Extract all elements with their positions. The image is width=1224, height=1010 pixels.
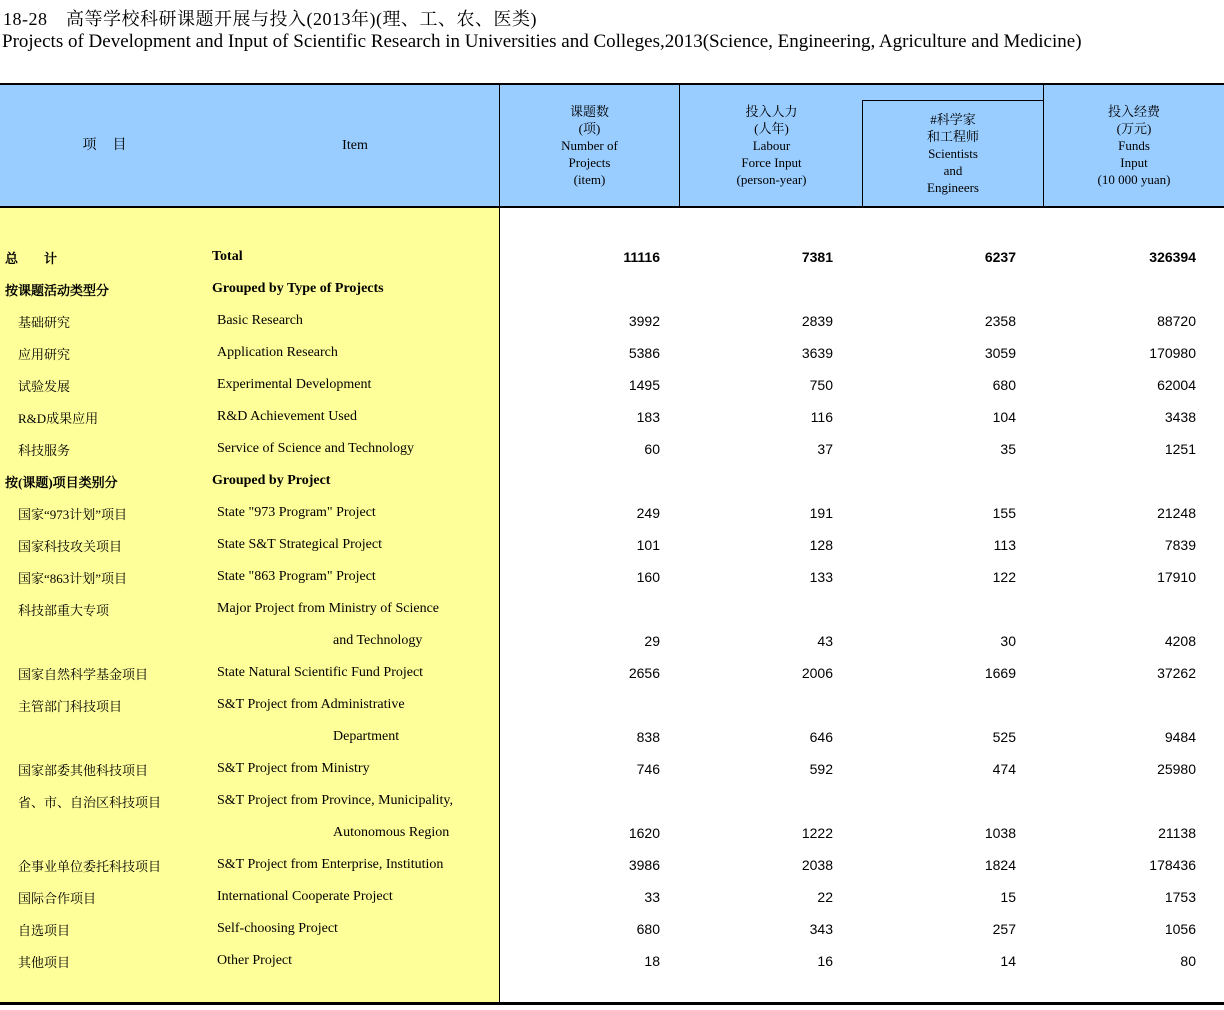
- table-header: [0, 85, 1224, 206]
- table-row: [0, 273, 1224, 305]
- header-line: Force Input: [741, 155, 802, 170]
- cell-number-of-projects: 183: [636, 409, 660, 425]
- row-label-en: Total: [212, 249, 243, 264]
- row-label-en: Major Project from Ministry of Science: [217, 601, 440, 616]
- cell-labour-force-input: 128: [809, 537, 833, 553]
- cell-funds-input: 1056: [1164, 921, 1196, 937]
- table-row: [0, 689, 1224, 721]
- row-label-en: S&T Project from Administrative: [217, 697, 405, 712]
- row-label-cn: 基础研究: [18, 314, 71, 330]
- cell-number-of-projects: 60: [644, 441, 660, 457]
- cell-scientists-engineers: 474: [992, 761, 1016, 777]
- row-label-cn: 国家部委其他科技项目: [18, 762, 149, 778]
- header-line: Labour: [752, 138, 791, 153]
- cell-labour-force-input: 343: [809, 921, 833, 937]
- cell-funds-input: 170980: [1149, 345, 1196, 361]
- row-label-en: State S&T Strategical Project: [217, 537, 382, 552]
- cell-funds-input: 1753: [1164, 889, 1196, 905]
- cell-scientists-engineers: 1038: [984, 825, 1016, 841]
- row-label-cn: 按(课题)项目类别分: [5, 474, 118, 490]
- cell-labour-force-input: 37: [817, 441, 833, 457]
- cell-labour-force-input: 1222: [801, 825, 833, 841]
- cell-scientists-engineers: 30: [1000, 633, 1016, 649]
- cell-labour-force-input: 646: [809, 729, 833, 745]
- row-label-cn: 省、市、自治区科技项目: [18, 794, 162, 810]
- row-label-cn: 企事业单位委托科技项目: [18, 858, 162, 874]
- cell-number-of-projects: 746: [636, 761, 660, 777]
- cell-number-of-projects: 5386: [628, 345, 660, 361]
- cell-funds-input: 4208: [1164, 633, 1196, 649]
- table-row: [0, 497, 1224, 529]
- row-label-en: State "973 Program" Project: [217, 505, 376, 520]
- header-line: 和工程师: [926, 129, 979, 144]
- cell-number-of-projects: 18: [644, 953, 660, 969]
- cell-labour-force-input: 3639: [801, 345, 833, 361]
- row-label-cn: 国际合作项目: [18, 890, 97, 906]
- row-label-en: S&T Project from Ministry: [217, 761, 370, 776]
- cell-scientists-engineers: 525: [992, 729, 1016, 745]
- row-label-en: R&D Achievement Used: [217, 409, 357, 424]
- cell-number-of-projects: 680: [636, 921, 660, 937]
- row-label-en: Grouped by Project: [212, 473, 331, 488]
- cell-funds-input: 25980: [1157, 761, 1196, 777]
- row-label-cn: 国家自然科学基金项目: [18, 666, 149, 682]
- row-label-cn: 总 计: [5, 250, 58, 266]
- row-label-en: and Technology: [333, 633, 423, 648]
- cell-scientists-engineers: 1824: [984, 857, 1016, 873]
- cell-labour-force-input: 592: [809, 761, 833, 777]
- row-label-en: Department: [333, 729, 400, 744]
- header-cell-number-of-projects: [500, 85, 680, 206]
- row-label-cn: 应用研究: [18, 346, 71, 362]
- cell-funds-input: 21248: [1157, 505, 1196, 521]
- cell-number-of-projects: 33: [644, 889, 660, 905]
- cell-scientists-engineers: 6237: [984, 249, 1016, 265]
- header-line: and: [943, 163, 963, 178]
- row-label-cn: 国家“973计划”项目: [18, 506, 128, 522]
- row-label-en: Grouped by Type of Projects: [212, 281, 384, 296]
- cell-labour-force-input: 2006: [801, 665, 833, 681]
- cell-labour-force-input: 2839: [801, 313, 833, 329]
- table-row: [0, 369, 1224, 401]
- page-title-en: Projects of Development and Input of Scientific Research in Universities and Colleges,2013(Science, Engineering, Agriculture and Medicine): [2, 31, 1082, 52]
- cell-scientists-engineers: 1669: [984, 665, 1016, 681]
- cell-funds-input: 88720: [1157, 313, 1196, 329]
- row-label-en: International Cooperate Project: [217, 889, 393, 904]
- cell-number-of-projects: 101: [636, 537, 660, 553]
- row-label-cn: 自选项目: [18, 922, 71, 938]
- table-row: [0, 657, 1224, 689]
- row-label-en: State Natural Scientific Fund Project: [217, 665, 424, 680]
- row-label-en: Basic Research: [217, 313, 303, 328]
- cell-scientists-engineers: 35: [1000, 441, 1016, 457]
- page-title-cn: 18-28 高等学校科研课题开展与投入(2013年)(理、工、农、医类): [3, 9, 537, 29]
- cell-number-of-projects: 160: [636, 569, 660, 585]
- row-label-en: State "863 Program" Project: [217, 569, 376, 584]
- cell-scientists-engineers: 104: [992, 409, 1016, 425]
- header-item-cn: 项 目: [82, 138, 128, 153]
- table-body: [0, 208, 1224, 1002]
- cell-number-of-projects: 2656: [628, 665, 660, 681]
- table-row: [0, 881, 1224, 913]
- cell-funds-input: 37262: [1157, 665, 1196, 681]
- row-label-cn: 主管部门科技项目: [18, 698, 123, 714]
- cell-labour-force-input: 16: [817, 953, 833, 969]
- table-row: [0, 753, 1224, 785]
- header-line: Funds: [1118, 138, 1150, 153]
- cell-scientists-engineers: 680: [992, 377, 1016, 393]
- row-label-cn: 按课题活动类型分: [5, 282, 110, 298]
- cell-scientists-engineers: 2358: [984, 313, 1016, 329]
- row-label-en: Experimental Development: [217, 377, 372, 392]
- cell-labour-force-input: 43: [817, 633, 833, 649]
- header-line: (person-year): [736, 172, 807, 187]
- table-row: [0, 465, 1224, 497]
- cell-number-of-projects: 3992: [628, 313, 660, 329]
- table-row: [0, 401, 1224, 433]
- header-line: 课题数: [569, 104, 609, 119]
- cell-funds-input: 7839: [1164, 537, 1196, 553]
- cell-number-of-projects: 11116: [623, 249, 660, 265]
- header-line: 投入经费: [1107, 104, 1160, 119]
- table-row: [0, 913, 1224, 945]
- cell-labour-force-input: 750: [809, 377, 833, 393]
- row-label-en: Self-choosing Project: [217, 921, 338, 936]
- header-cell-labour-force-input: [680, 85, 863, 206]
- cell-funds-input: 21138: [1158, 825, 1196, 841]
- cell-scientists-engineers: 15: [1000, 889, 1016, 905]
- row-label-cn: 其他项目: [18, 954, 71, 970]
- cell-scientists-engineers: 113: [993, 537, 1016, 553]
- cell-number-of-projects: 249: [636, 505, 660, 521]
- row-label-en: S&T Project from Enterprise, Institution: [217, 857, 444, 872]
- table-row: [0, 625, 1224, 657]
- table-rows: [0, 241, 1224, 977]
- cell-labour-force-input: 22: [817, 889, 833, 905]
- cell-scientists-engineers: 155: [992, 505, 1016, 521]
- table-row: [0, 945, 1224, 977]
- cell-scientists-engineers: 122: [992, 569, 1016, 585]
- header-line: (10 000 yuan): [1097, 172, 1171, 187]
- cell-labour-force-input: 133: [809, 569, 833, 585]
- table-row: [0, 785, 1224, 817]
- header-cell-item: [0, 85, 500, 206]
- row-label-cn: R&D成果应用: [18, 410, 99, 426]
- cell-number-of-projects: 838: [636, 729, 660, 745]
- header-cell-scientists-engineers: [862, 100, 1043, 206]
- cell-labour-force-input: 191: [809, 505, 833, 521]
- table-row: [0, 305, 1224, 337]
- cell-scientists-engineers: 3059: [984, 345, 1016, 361]
- table-row: [0, 241, 1224, 273]
- header-line: (项): [578, 121, 601, 136]
- row-label-cn: 科技服务: [18, 442, 71, 458]
- statistics-table: [0, 83, 1224, 1006]
- header-line: Number of: [561, 138, 618, 153]
- table-row: [0, 561, 1224, 593]
- row-label-cn: 科技部重大专项: [18, 602, 110, 618]
- header-item-en: Item: [342, 138, 368, 153]
- row-label-en: Other Project: [217, 953, 293, 968]
- header-line: Engineers: [927, 180, 979, 195]
- cell-labour-force-input: 7381: [801, 249, 833, 265]
- table-row: [0, 529, 1224, 561]
- cell-funds-input: 9484: [1164, 729, 1196, 745]
- table-row: [0, 433, 1224, 465]
- table-row: [0, 849, 1224, 881]
- cell-number-of-projects: 29: [644, 633, 660, 649]
- cell-funds-input: 17910: [1157, 569, 1196, 585]
- row-label-cn: 国家科技攻关项目: [18, 538, 123, 554]
- header-line: Scientists: [928, 146, 978, 161]
- row-label-en: Autonomous Region: [333, 825, 450, 840]
- cell-funds-input: 3438: [1164, 409, 1196, 425]
- cell-funds-input: 80: [1180, 953, 1196, 969]
- table-row: [0, 721, 1224, 753]
- table-row: [0, 337, 1224, 369]
- cell-funds-input: 178436: [1149, 857, 1196, 873]
- row-label-en: S&T Project from Province, Municipality,: [217, 793, 454, 808]
- header-cell-funds-input: [1043, 85, 1224, 206]
- cell-number-of-projects: 3986: [628, 857, 660, 873]
- cell-number-of-projects: 1620: [628, 825, 660, 841]
- row-label-cn: 国家“863计划”项目: [18, 570, 128, 586]
- row-label-en: Service of Science and Technology: [217, 441, 415, 456]
- header-line: (人年): [754, 121, 789, 136]
- table-bottom-rule: [0, 1002, 1224, 1005]
- cell-scientists-engineers: 257: [992, 921, 1016, 937]
- cell-scientists-engineers: 14: [1000, 953, 1016, 969]
- header-line: 投入人力: [745, 104, 798, 119]
- table-row: [0, 817, 1224, 849]
- header-line: Projects: [568, 155, 611, 170]
- header-line: (item): [573, 172, 606, 187]
- header-line: (万元): [1116, 121, 1152, 136]
- cell-funds-input: 62004: [1157, 377, 1196, 393]
- row-label-cn: 试验发展: [18, 378, 71, 394]
- header-line: #科学家: [930, 112, 976, 127]
- cell-number-of-projects: 1495: [628, 377, 660, 393]
- cell-funds-input: 326394: [1149, 249, 1196, 265]
- header-line: Input: [1120, 155, 1148, 170]
- cell-labour-force-input: 116: [810, 409, 833, 425]
- row-label-en: Application Research: [217, 345, 338, 360]
- cell-funds-input: 1251: [1164, 441, 1196, 457]
- cell-labour-force-input: 2038: [801, 857, 833, 873]
- table-row: [0, 593, 1224, 625]
